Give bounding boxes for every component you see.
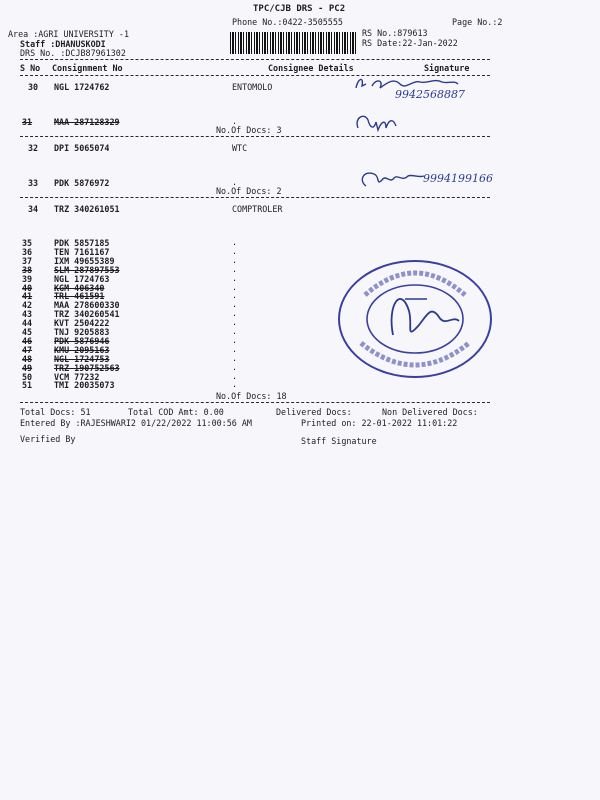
row-sno: 43 bbox=[22, 309, 33, 320]
consignment-no: PDK 5876972 bbox=[54, 178, 110, 188]
consignment-no: KGM 406340 bbox=[54, 282, 105, 293]
consignment-no: VCM 77232 bbox=[54, 371, 100, 382]
row-sno: 49 bbox=[22, 362, 33, 373]
divider bbox=[20, 59, 490, 60]
consignment-no: TRL 461591 bbox=[54, 291, 105, 302]
consignment-no: DPI 5065074 bbox=[54, 143, 110, 153]
consignment-no: NGL 1724762 bbox=[54, 82, 110, 92]
dot-mark: . bbox=[232, 290, 238, 301]
consignment-no: TRZ 340261051 bbox=[54, 204, 120, 214]
col-consignment: Consignment No bbox=[52, 63, 123, 73]
consignment-no: NGL 1724763 bbox=[54, 273, 110, 284]
consignment-no: MAA 287128329 bbox=[54, 117, 120, 127]
consignment-no: NGL 1724753 bbox=[54, 353, 110, 364]
dot-mark: . bbox=[232, 299, 238, 310]
row-sno: 47 bbox=[22, 344, 33, 355]
staff-label: Staff :DHANUSKODI bbox=[20, 39, 106, 49]
drs-number: DRS No. :DCJB87961302 bbox=[20, 48, 126, 58]
document-title: TPC/CJB DRS - PC2 bbox=[253, 4, 346, 14]
rs-date: RS Date:22-Jan-2022 bbox=[362, 38, 458, 48]
page-number: Page No.:2 bbox=[452, 17, 503, 27]
consignee-detail: WTC bbox=[232, 143, 248, 153]
dot-mark: . bbox=[232, 308, 238, 319]
divider bbox=[20, 136, 490, 137]
consignment-no: TEN 7161167 bbox=[54, 246, 110, 257]
docs-count: No.Of Docs: 2 bbox=[216, 186, 282, 196]
consignment-no: TNJ 9205883 bbox=[54, 327, 110, 337]
signature-row-31 bbox=[352, 110, 402, 136]
consignment-no: KMU 2095163 bbox=[54, 344, 110, 355]
dot-mark: . bbox=[232, 370, 238, 381]
dot-mark: . bbox=[232, 281, 238, 292]
consignment-no: PDK 5876946 bbox=[54, 335, 110, 346]
dot-mark: . bbox=[232, 317, 238, 328]
row-sno: 46 bbox=[22, 335, 33, 346]
verified-by-label: Verified By bbox=[20, 434, 76, 444]
row-sno: 30 bbox=[28, 82, 39, 92]
row-sno: 33 bbox=[28, 178, 39, 188]
consignee-detail: COMPTROLER bbox=[232, 204, 283, 214]
dot-mark: . bbox=[232, 326, 238, 336]
consignment-no: TRZ 340260541 bbox=[54, 309, 120, 320]
row-sno: 44 bbox=[22, 318, 33, 329]
signature-row-33 bbox=[356, 166, 426, 192]
dot-mark: . bbox=[232, 343, 238, 354]
row-sno: 41 bbox=[22, 291, 33, 302]
row-sno: 39 bbox=[22, 273, 33, 284]
divider bbox=[20, 197, 490, 198]
row-sno: 48 bbox=[22, 353, 33, 364]
printed-on: Printed on: 22-01-2022 11:01:22 bbox=[301, 418, 458, 428]
row-sno: 34 bbox=[28, 204, 39, 214]
col-sno: S No bbox=[20, 63, 41, 73]
row-sno: 50 bbox=[22, 371, 33, 382]
dot-mark: . bbox=[232, 237, 238, 247]
row-sno: 38 bbox=[22, 264, 33, 275]
consignment-no: SLM 287897553 bbox=[54, 264, 120, 275]
dot-mark: . bbox=[232, 379, 238, 390]
non-delivered-docs: Non Delivered Docs: bbox=[382, 407, 478, 417]
total-cod-amount: Total COD Amt: 0.00 bbox=[128, 407, 224, 417]
row-sno: 42 bbox=[22, 300, 33, 311]
row-sno: 40 bbox=[22, 282, 33, 293]
area-label: Area :AGRI UNIVERSITY -1 bbox=[8, 29, 130, 39]
docs-count: No.Of Docs: 3 bbox=[216, 125, 282, 135]
dot-mark: . bbox=[232, 177, 238, 187]
rs-number: RS No.:879613 bbox=[362, 28, 428, 38]
dot-mark: . bbox=[232, 116, 238, 126]
row-sno: 37 bbox=[22, 255, 33, 266]
consignment-no: TRZ 190752563 bbox=[54, 362, 120, 373]
row-sno: 36 bbox=[22, 246, 33, 257]
col-signature: Signature bbox=[424, 63, 470, 73]
dot-mark: . bbox=[232, 334, 238, 345]
comptroller-office-stamp bbox=[335, 255, 495, 385]
consignment-no: IXM 49655389 bbox=[54, 255, 115, 266]
row-sno: 35 bbox=[22, 238, 33, 248]
consignment-no: MAA 278600330 bbox=[54, 300, 120, 311]
dot-mark: . bbox=[232, 254, 238, 265]
staff-signature-label: Staff Signature bbox=[301, 436, 377, 446]
docs-count: No.Of Docs: 18 bbox=[216, 391, 287, 401]
consignment-no: TMI 20035073 bbox=[54, 380, 115, 391]
handwritten-phone: 9994199166 bbox=[423, 172, 493, 185]
handwritten-phone: 9942568887 bbox=[395, 88, 465, 101]
consignment-no: KVT 2504222 bbox=[54, 318, 110, 329]
row-sno: 31 bbox=[22, 117, 33, 127]
dot-mark: . bbox=[232, 361, 238, 372]
total-docs: Total Docs: 51 bbox=[20, 407, 91, 417]
dot-mark: . bbox=[232, 352, 238, 363]
dot-mark: . bbox=[232, 245, 238, 256]
dot-mark: . bbox=[232, 263, 238, 274]
row-sno: 32 bbox=[28, 143, 39, 153]
consignment-no: PDK 5857185 bbox=[54, 238, 110, 248]
phone-number: Phone No.:0422-3505555 bbox=[232, 17, 343, 27]
col-consignee: Consignee Details bbox=[268, 63, 354, 73]
row-sno: 51 bbox=[22, 380, 33, 391]
divider bbox=[20, 402, 490, 403]
row-sno: 45 bbox=[22, 327, 33, 337]
barcode bbox=[230, 32, 356, 54]
dot-mark: . bbox=[232, 272, 238, 283]
entered-by: Entered By :RAJESHWARI2 01/22/2022 11:00:56 AM bbox=[20, 418, 252, 428]
consignee-detail: ENTOMOLO bbox=[232, 82, 273, 92]
delivered-docs: Delivered Docs: bbox=[276, 407, 352, 417]
